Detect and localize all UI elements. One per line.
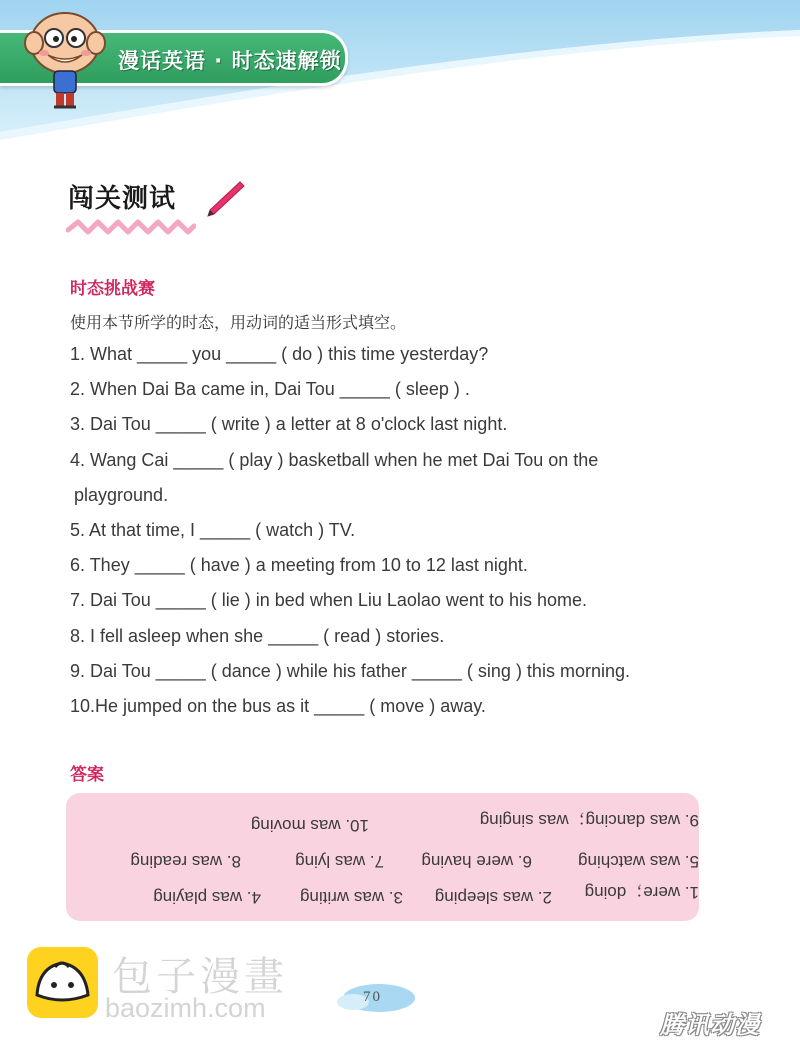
question-item: 10.He jumped on the bus as it _____ ( move ) away. [70,696,486,716]
page-number: 70 [363,989,382,1005]
question-item: 2. When Dai Ba came in, Dai Tou _____ ( sleep ) . [70,379,470,399]
watermark-url: baozimh.com [105,993,266,1023]
answer-item: 6. were having [421,852,532,871]
baozi-logo-icon [25,945,100,1020]
watermark-chinese: 包子漫畫 [112,954,288,1000]
question-item: 4. Wang Cai _____ ( play ) basketball when he met Dai Tou on the [70,450,599,470]
answer-box [66,793,699,921]
question-item: 5. At that time, I _____ ( watch ) TV. [70,520,356,540]
answer-item: 9. was dancing；was singing [479,811,699,830]
question-item: 6. They _____ ( have ) a meeting from 10 to 12 last night. [70,555,528,575]
answer-item: 4. was playing [153,888,261,907]
instruction-text: 使用本节所学的时态，用动词的适当形式填空。 [70,313,407,332]
question-item: 9. Dai Tou _____ ( dance ) while his father _____ ( sing ) this morning. [70,661,630,681]
section-title: 闯关测试 [68,184,177,214]
answers-heading: 答案 [70,765,104,785]
answer-item: 7. was lying [295,852,384,871]
question-item: 8. I fell asleep when she _____ ( read ) stories. [70,626,445,646]
answer-item: 5. was watching [578,852,699,871]
question-item: 1. What _____ you _____ ( do ) this time yesterday? [70,344,489,364]
answer-item: 1. were；doing [584,883,699,902]
question-item: 3. Dai Tou _____ ( write ) a letter at 8 o'clock last night. [70,414,508,434]
answer-item: 10. was moving [250,816,369,835]
mascot-boy-icon [20,5,110,115]
decorative-wave [66,218,196,240]
answer-item: 3. was writing [300,888,403,907]
watermark-tencent: 腾讯动漫 [660,1011,760,1039]
answer-item: 2. was sleeping [434,888,552,907]
series-title: 漫话英语 · 时态速解锁 [118,49,342,73]
answer-item: 8. was reading [130,852,241,871]
pencil-icon [200,178,246,220]
answer-box-upside-down [66,793,699,921]
challenge-heading: 时态挑战赛 [70,279,155,299]
question-item-continued: playground. [74,485,169,505]
question-item: 7. Dai Tou _____ ( lie ) in bed when Liu Laolao went to his home. [70,590,587,610]
